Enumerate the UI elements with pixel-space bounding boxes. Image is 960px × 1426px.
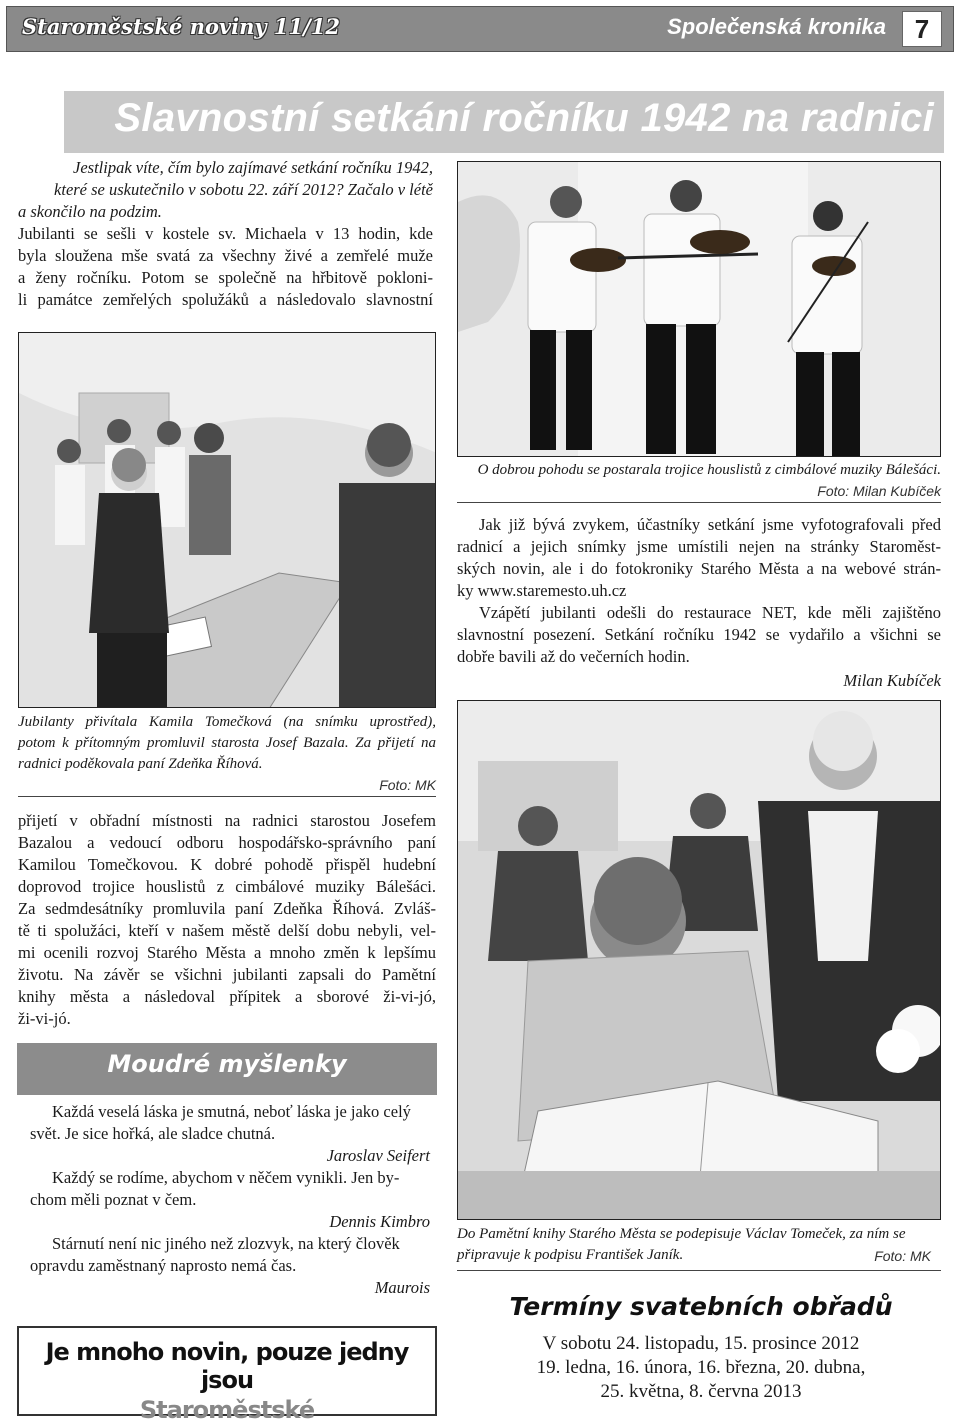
right-line: Jak již bývá zvykem, účastníky setkání jsme vyfotografovali před	[479, 515, 941, 534]
violinists-image	[458, 162, 941, 457]
caption-divider	[457, 1270, 941, 1271]
page-number: 7	[902, 11, 942, 47]
newspaper-name: Staroměstské noviny 11/12	[22, 14, 341, 39]
quote-author: Dennis Kimbro	[329, 1212, 430, 1231]
right-line: dobře bavili až do večerních hodin.	[457, 647, 690, 666]
weddings-dates	[456, 1332, 946, 1404]
continuation-line: přijetí v obřadní místnosti na radnici starostou Josefem	[18, 811, 436, 830]
intro-line: li památce zemřelých spolužáků a následovalo slavnostní	[18, 290, 433, 309]
reception-caption	[18, 712, 436, 796]
reception-credit: Foto: MK	[379, 777, 436, 793]
quote-line: opravdu zaměstnaný naprosto nemá čas.	[30, 1256, 297, 1275]
intro-line: Jubilanti se sešli v kostele sv. Michaela v 13 hodin, kde	[18, 224, 433, 243]
reception-caption-line: Jubilanty přivítala Kamila Tomečková (na snímku uprostřed),	[18, 714, 436, 730]
weddings-title: Termíny svatebních obřadů	[509, 1292, 893, 1321]
right-line: ky www.staremesto.uh.cz	[457, 581, 627, 600]
right-line: Vzápětí jubilanti odešli do restaurace NET, kde měli zajištěno	[479, 603, 941, 622]
lead-line: Jestlipak víte, čím bylo zajímavé setkání ročníku 1942,	[73, 158, 433, 177]
intro-line: a ženy ročníku. Potom se společně na hřbitově pokloni-	[18, 268, 433, 287]
article-intro	[18, 157, 433, 311]
caption-divider	[18, 796, 436, 797]
lead-line: a skončilo na podzim.	[18, 202, 162, 221]
continuation-line: knihy města a následoval přípitek a sborové ži-vi-jó,	[18, 987, 436, 1006]
signing-caption-line: připravuje k podpisu František Janík.	[457, 1247, 684, 1263]
quote-line: chom měli poznat v čem.	[30, 1190, 197, 1209]
continuation-line: Bazalou a vedoucí odboru hospodářsko-správního paní	[18, 833, 436, 852]
signing-caption-row	[457, 1245, 941, 1266]
article-right-column	[457, 514, 941, 692]
photo-signing	[457, 700, 941, 1220]
continuation-line: životu. Na závěr se všichni jubilanti zapsali do Pamětní	[18, 965, 436, 984]
continuation-line: mi ocenili rozvoj Starého Města a mnoho změn k lepšímu	[18, 943, 436, 962]
reception-caption-line: radnici poděkovala paní Zdeňka Říhová.	[18, 756, 263, 772]
quotes-list	[30, 1101, 430, 1299]
continuation-line: Za sedmdesátníky promluvila paní Zdeňka Říhová. Zvláš-	[18, 899, 436, 918]
continuation-line: Kamilou Tomečkovou. K dobré pohodě přispěl hudební	[18, 855, 436, 874]
right-line: ských novin, ale i do fotokroniky Starého Města a na webové strán-	[457, 559, 941, 578]
right-line: radnicí a jejich snímky jsme umístili nejen na stránky Staroměst-	[457, 537, 941, 556]
weddings-line: 19. ledna, 16. února, 16. března, 20. dubna,	[536, 1357, 866, 1378]
weddings-line: 25. května, 8. června 2013	[600, 1381, 802, 1402]
signing-credit: Foto: MK	[874, 1248, 931, 1264]
violinists-credit: Foto: Milan Kubíček	[817, 483, 941, 499]
caption-divider	[457, 502, 941, 503]
violinists-caption-text: O dobrou pohodu se postarala trojice houslistů z cimbálové muziky Bálešáci.	[477, 462, 941, 478]
continuation-line: tě ti spolužáci, kteří v našem městě delší dobu nebyli, vel-	[18, 921, 436, 940]
right-line: slavnostní posezení. Setkání ročníku 1942 se vydařilo a všichni se	[457, 625, 941, 644]
signing-caption	[457, 1224, 941, 1266]
intro-line: byla sloužena mše svatá za všechny živé a zemřelé muže	[18, 246, 433, 265]
quotes-title: Moudré myšlenky	[107, 1050, 347, 1078]
article-title: Slavnostní setkání ročníku 1942 na radnici	[114, 96, 934, 140]
article-author: Milan Kubíček	[843, 671, 941, 690]
signing-caption-line: Do Pamětní knihy Starého Města se podepisuje Václav Tomeček, za ním se	[457, 1226, 906, 1242]
reception-caption-line: potom k přítomným promluvil starosta Josef Bazala. Za přijetí na	[18, 735, 436, 751]
photo-reception	[18, 332, 436, 708]
slogan-line2: Staroměstské	[139, 1396, 315, 1424]
quote-line: svět. Je sice hořká, ale sladce chutná.	[30, 1124, 276, 1143]
continuation-line: ži-vi-jó.	[18, 1009, 71, 1028]
continuation-line: doprovod trojice houslistů z cimbálové muziky Bálešáci.	[18, 877, 436, 896]
quote-line: Stárnutí není nic jiného než zlozvyk, na který člověk	[52, 1234, 400, 1253]
article-continuation	[18, 810, 436, 1030]
slogan-box	[17, 1326, 437, 1424]
lead-line: které se uskutečnilo v sobotu 22. září 2012? Začalo v létě	[54, 180, 433, 199]
violinists-caption	[457, 460, 941, 502]
quote-line: Každá veselá láska je smutná, neboť láska je jako celý	[52, 1102, 411, 1121]
photo-violinists	[457, 161, 941, 457]
quote-author: Maurois	[374, 1278, 430, 1297]
quote-author: Jaroslav Seifert	[326, 1146, 430, 1165]
section-name: Společenská kronika	[667, 14, 886, 39]
slogan-line1: Je mnoho novin, pouze jedny jsou	[45, 1338, 409, 1394]
reception-image	[19, 333, 436, 708]
weddings-line: V sobotu 24. listopadu, 15. prosince 2012	[542, 1333, 860, 1354]
signing-image	[458, 701, 941, 1220]
quote-line: Každý se rodíme, abychom v něčem vynikli. Jen by-	[52, 1168, 400, 1187]
